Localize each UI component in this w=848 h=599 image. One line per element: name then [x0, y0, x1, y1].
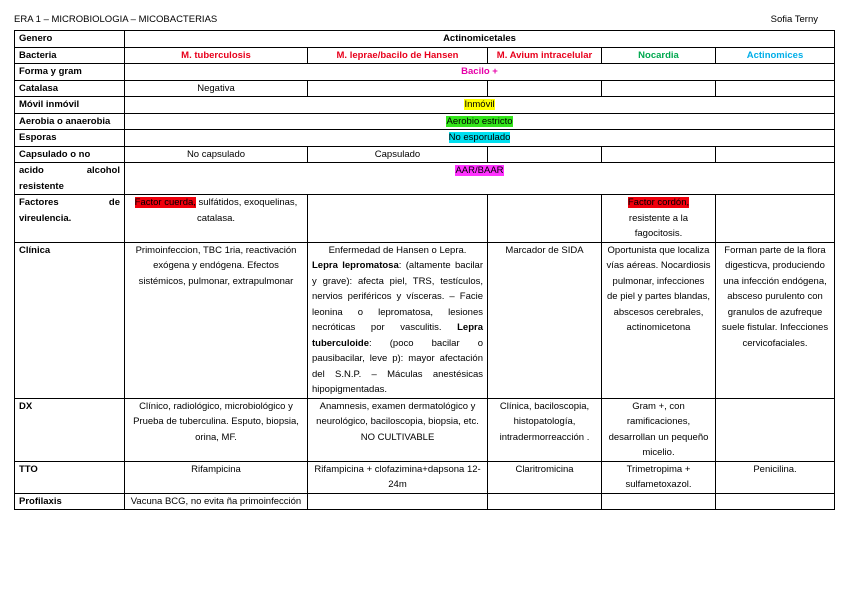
- label-factores: Factores de vireulencia.: [15, 195, 125, 243]
- dx-leprae: Anamnesis, examen dermatológico y neurológico, baciloscopia, biopsia, etc. NO CULTIVABLE: [308, 398, 488, 461]
- clinica-actinomices: Forman parte de la flora digesticva, produciendo una infección endógena, absceso purulento con granulos de azufreque suele fistular. Infecciones cervicofaciales.: [716, 242, 835, 398]
- label-acido: acido alcohol resistente: [15, 163, 125, 195]
- label-forma: Forma y gram: [15, 64, 125, 81]
- row-catalasa: [15, 80, 835, 97]
- factores-tuberculosis: Factor cuerda, sulfátidos, exoquelinas, catalasa.: [125, 195, 308, 243]
- bacteria-tuberculosis: M. tuberculosis: [125, 47, 308, 64]
- forma-value: Bacilo +: [125, 64, 835, 81]
- clinica-leprae: Enfermedad de Hansen o Lepra. Lepra lepromatosa: (altamente bacilar y grave): afecta piel, TRS, testículos, nervios periféricos y vísceras. – Facie leonina o lepromatosa, lesiones necróticas por vasculitis. Lepra tuberculoide: (poco bacilar o pausibacilar, leve p): mayor afectación del S.N.P. – Máculas anestésicas hipopigmentadas.: [308, 242, 488, 398]
- clinica-nocardia: Oportunista que localiza vías aéreas. Nocardiosis pulmonar, infecciones de piel y partes blandas, abscesos cerebrales, actinomicetona: [602, 242, 716, 398]
- tto-tuberculosis: Rifampicina: [125, 461, 308, 493]
- row-tto: [15, 461, 835, 493]
- tto-avium: Claritromicina: [488, 461, 602, 493]
- bacteria-avium: M. Avium intracelular: [488, 47, 602, 64]
- document-title: ERA 1 – MICROBIOLOGIA – MICOBACTERIAS: [14, 14, 218, 25]
- page-header: [14, 14, 834, 28]
- label-esporas: Esporas: [15, 130, 125, 147]
- row-aerobia: [15, 113, 835, 130]
- label-bacteria: Bacteria: [15, 47, 125, 64]
- acido-cell: [125, 163, 835, 195]
- tto-actinomices: Penicilina.: [716, 461, 835, 493]
- tto-leprae: Rifampicina + clofazimina+dapsona 12-24m: [308, 461, 488, 493]
- aerobia-value: Aerobio estricto: [446, 115, 513, 127]
- label-aerobia: Aerobia o anaerobia: [15, 113, 125, 130]
- bacteria-nocardia: Nocardia: [602, 47, 716, 64]
- row-esporas: [15, 130, 835, 147]
- row-dx: [15, 398, 835, 461]
- row-capsulado: [15, 146, 835, 163]
- movil-cell: [125, 97, 835, 114]
- clinica-tuberculosis: Primoinfeccion, TBC 1ria, reactivación exógena y endógena. Efectos sistémicos, pulmonar, extrapulmonar: [125, 242, 308, 398]
- aerobia-cell: [125, 113, 835, 130]
- catalasa-value: Negativa: [125, 80, 308, 97]
- esporas-cell: [125, 130, 835, 147]
- genero-value: Actinomicetales: [125, 31, 835, 48]
- row-movil: [15, 97, 835, 114]
- label-tto: TTO: [15, 461, 125, 493]
- bacteria-actinomices: Actinomices: [716, 47, 835, 64]
- row-acido: [15, 163, 835, 195]
- bacteria-leprae: M. leprae/bacilo de Hansen: [308, 47, 488, 64]
- row-profilaxis: [15, 493, 835, 510]
- dx-nocardia: Gram +, con ramificaciones, desarrollan un pequeño micelio.: [602, 398, 716, 461]
- acido-value: AAR/BAAR: [455, 165, 504, 176]
- label-capsulado: Capsulado o no: [15, 146, 125, 163]
- capsulado-tuberculosis: No capsulado: [125, 146, 308, 163]
- profilaxis-tuberculosis: Vacuna BCG, no evita ña primoinfección: [125, 493, 308, 510]
- tto-nocardia: Trimetropima + sulfametoxazol.: [602, 461, 716, 493]
- dx-avium: Clínica, baciloscopia, histopatología, intradermorreacción .: [488, 398, 602, 461]
- row-genero: [15, 31, 835, 48]
- label-catalasa: Catalasa: [15, 80, 125, 97]
- micobacterias-table: [14, 30, 835, 510]
- clinica-avium: Marcador de SIDA: [488, 242, 602, 398]
- label-movil: Móvil inmóvil: [15, 97, 125, 114]
- dx-tuberculosis: Clínico, radiológico, microbiológico y Prueba de tuberculina. Esputo, biopsia, orina, MF.: [125, 398, 308, 461]
- row-bacteria: [15, 47, 835, 64]
- label-clinica: Clínica: [15, 242, 125, 398]
- capsulado-leprae: Capsulado: [308, 146, 488, 163]
- author-name: Sofia Terny: [770, 14, 818, 25]
- row-clinica: [15, 242, 835, 398]
- row-forma: [15, 64, 835, 81]
- label-genero: Genero: [15, 31, 125, 48]
- factores-nocardia: Factor cordón, resistente a la fagocitosis.: [602, 195, 716, 243]
- esporas-value: No esporulado: [448, 132, 511, 143]
- label-dx: DX: [15, 398, 125, 461]
- movil-value: Inmóvil: [464, 99, 495, 110]
- row-factores: [15, 195, 835, 243]
- label-profilaxis: Profilaxis: [15, 493, 125, 510]
